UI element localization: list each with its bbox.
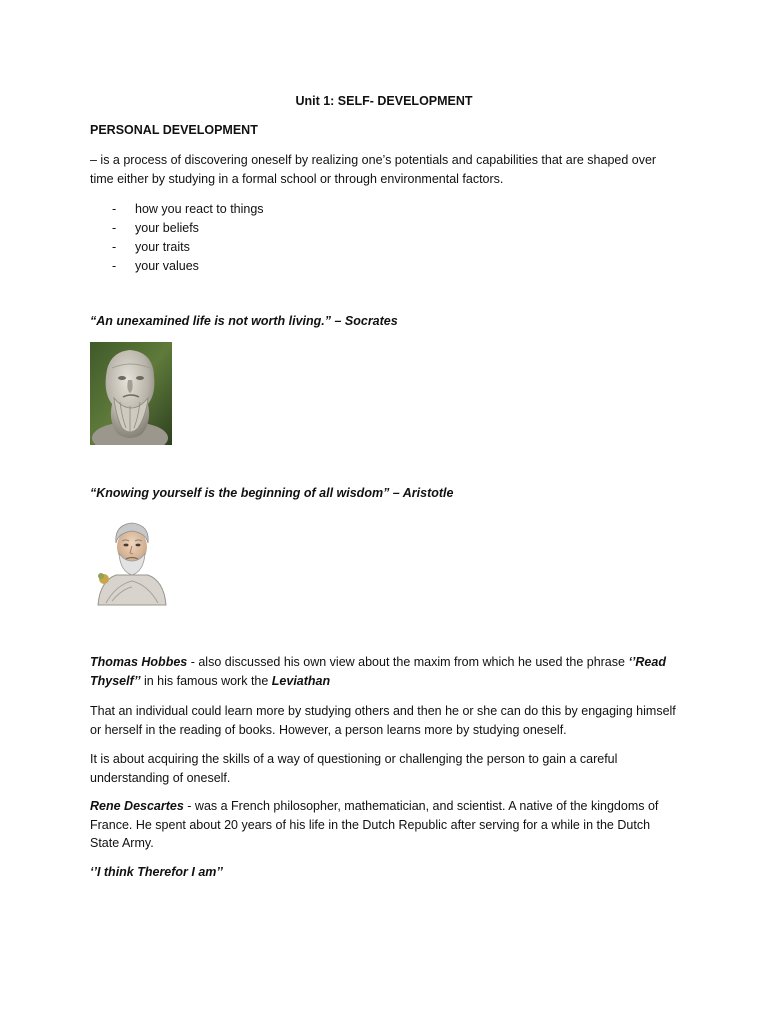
- socrates-quote: “An unexamined life is not worth living.” – Socrates: [90, 314, 398, 328]
- read-thyself-phrase: ‘’Read Thyself’’: [90, 655, 666, 688]
- bullet-list: [90, 200, 264, 276]
- page-title: Unit 1: SELF- DEVELOPMENT: [295, 94, 473, 108]
- socrates-portrait-image: [90, 342, 172, 445]
- list-item-text: your traits: [135, 240, 190, 254]
- descartes-paragraph: [90, 797, 680, 853]
- hobbes-paragraph: [90, 653, 680, 690]
- list-item: [90, 219, 264, 238]
- definition-paragraph: – is a process of discovering oneself by realizing one’s potentials and capabilities that are shaped over time either by studying in a formal school or through environmental factors.: [90, 153, 657, 186]
- bullet-dash: -: [112, 202, 117, 216]
- leviathan-title: Leviathan: [271, 673, 331, 688]
- list-item: [90, 200, 264, 219]
- descartes-name: Rene Descartes: [90, 799, 184, 813]
- descartes-bio-text: - was a French philosopher, mathematician, and scientist. A native of the kingdoms of France. He spent about 20 years of his life in the Dutch Republic after serving for a while in the Dutch State Army.: [90, 799, 659, 850]
- self-understanding-paragraph: It is about acquiring the skills of a way of questioning or challenging the person to gain a careful understanding of oneself.: [90, 752, 618, 785]
- hobbes-name: Thomas Hobbes: [90, 655, 188, 669]
- list-item-text: how you react to things: [135, 202, 264, 216]
- bullet-dash: -: [112, 221, 117, 235]
- aristotle-quote: “Knowing yourself is the beginning of all wisdom” – Aristotle: [90, 486, 454, 500]
- bullet-dash: -: [112, 259, 117, 273]
- hobbes-intro-text: - also discussed his own view about the maxim from which he used the phrase: [187, 655, 629, 669]
- list-item: [90, 238, 264, 257]
- list-item-text: your values: [135, 259, 199, 273]
- list-item-text: your beliefs: [135, 221, 199, 235]
- descartes-quote: ‘’I think Therefor I am’’: [90, 865, 223, 879]
- hobbes-mid-text: in his famous work the: [140, 673, 272, 688]
- bullet-dash: -: [112, 240, 117, 254]
- section-heading-personal-development: PERSONAL DEVELOPMENT: [90, 123, 258, 137]
- aristotle-portrait-image: [92, 515, 172, 607]
- hobbes-learning-paragraph: That an individual could learn more by studying others and then he or she can do this by engaging himself or herself in the reading of books. However, a person learns more by studying oneself.: [90, 704, 676, 737]
- list-item: [90, 257, 264, 276]
